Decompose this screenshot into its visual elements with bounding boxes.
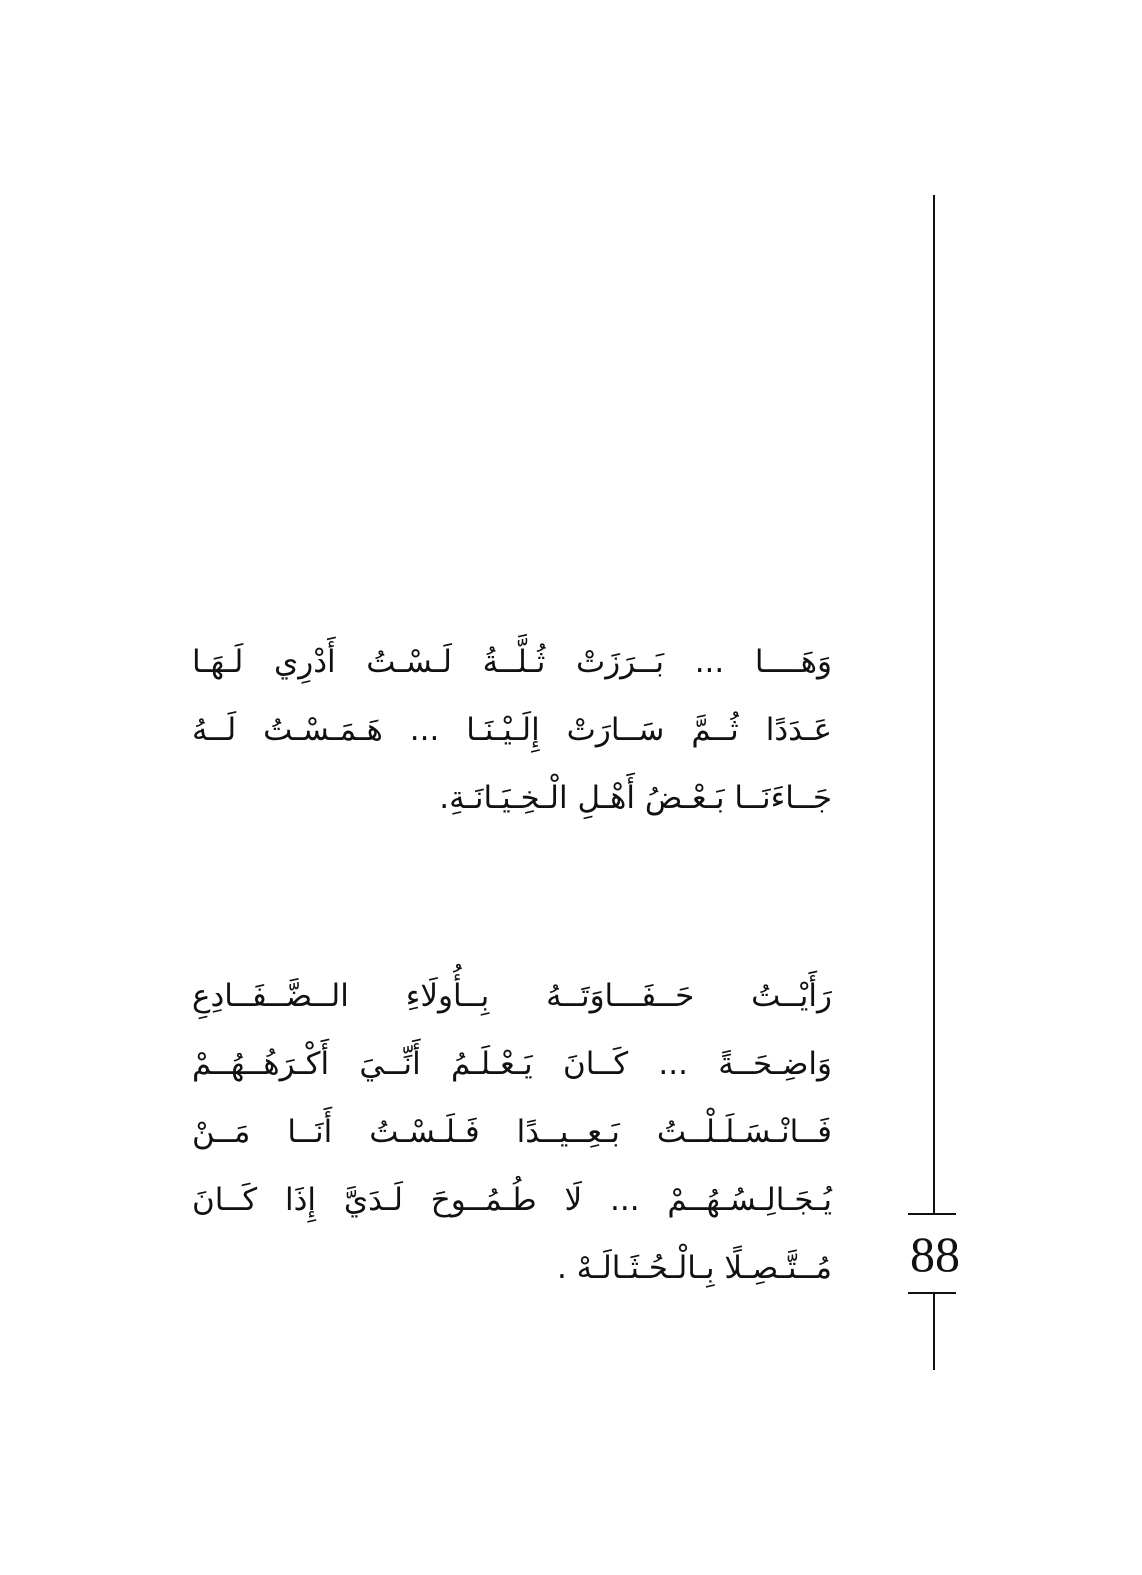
poem-line: عَـدَدًا ثُــمَّ سَــارَتْ إِلَـيْـنَـا ... هَـمَـسْـتُ لَــهُ — [192, 712, 832, 748]
poem-line: جَــاءَنَــا بَـعْـضُ أَهْـلِ الْـخِـيَـانَـةِ. — [439, 780, 832, 816]
margin-rule-upper — [933, 195, 935, 1215]
margin-rule-cap-upper — [908, 1213, 956, 1215]
stanza-1 — [192, 628, 832, 832]
poem-line: رَأَيْــتُ حَــفَـــاوَتَــهُ بِــأُولَاءِ الــضَّــفَــادِعِ — [192, 978, 832, 1014]
poem-line: فَــانْـسَـلَـلْــتُ بَـعِــيــدًا فَـلَـسْـتُ أَنَــا مَــنْ — [192, 1114, 832, 1150]
poem-line: يُـجَـالِـسُـهُــمْ ... لَا طُـمُــوحَ لَـدَيَّ إِذَا كَــانَ — [192, 1182, 832, 1218]
stanza-2 — [192, 962, 832, 1302]
poem-line: وَهَــــا ... بَــرَزَتْ ثُـلَّــةُ لَـسْـتُ أَدْرِي لَـهَـا — [192, 644, 832, 680]
margin-rule-cap-lower — [908, 1292, 956, 1294]
poem-line: مُــتَّـصِـلًا بِـالْـحُـثَـالَـهْ . — [556, 1250, 832, 1286]
poem-line: وَاضِـحَــةً ... كَــانَ يَـعْـلَـمُ أَنِّــيَ أَكْـرَهُــهُــمْ — [192, 1046, 832, 1082]
margin-rule-lower — [933, 1292, 935, 1370]
page-number: 88 — [910, 1226, 960, 1282]
